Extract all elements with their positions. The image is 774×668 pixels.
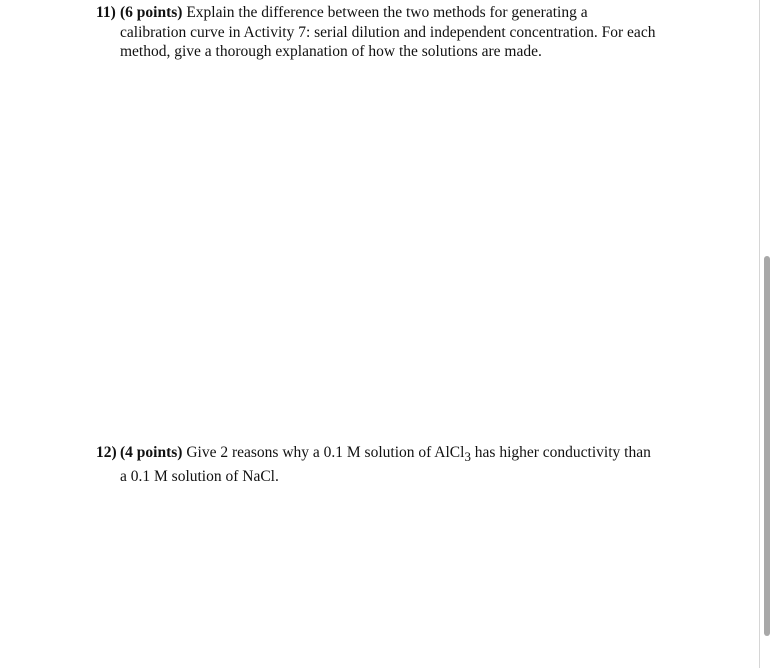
question-number: 12) <box>96 444 117 461</box>
chemical-subscript: 3 <box>464 449 471 465</box>
question-points: (6 points) <box>120 4 183 21</box>
question-body <box>120 3 656 62</box>
question-points: (4 points) <box>120 444 183 461</box>
vertical-scrollbar[interactable] <box>759 0 774 668</box>
question-text-before: Give 2 reasons why a 0.1 M solution of AlCl <box>186 444 465 461</box>
question-number: 11) <box>96 4 116 21</box>
question-text-after: has higher conductivity than a 0.1 M solution of NaCl. <box>120 444 651 485</box>
question-body <box>120 443 656 486</box>
question-12 <box>96 443 656 486</box>
question-text: Explain the difference between the two methods for generating a calibration curve in Activity 7: serial dilution and independent concentration. For each method, give a thorough explanation of how the solutions are made. <box>120 4 656 60</box>
scrollbar-thumb[interactable] <box>764 256 770 636</box>
question-11 <box>96 3 656 62</box>
